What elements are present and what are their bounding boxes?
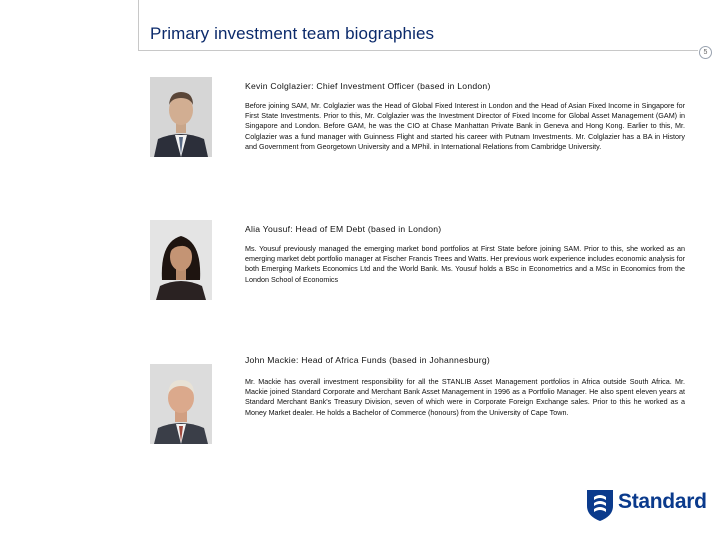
page-title: Primary investment team biographies (150, 24, 435, 43)
page-number: 5 (699, 46, 712, 59)
bio-kevin-colglazier: Before joining SAM, Mr. Colglazier was the Head of Global Fixed Interest in London and the Head of Asian Fixed Income in Singapore for First State Investments. Prior to this, Mr. Colglazier was the Investment Director of Fixed Income for Global Asset Management (GAM) in Singapore and London. Before GAM, he was the CIO at Chase Manhattan Private Bank in Geneva and Hong Kong. Earlier to this, Mr. Colglazier was a fund manager with Guinness Flight and started his career with Putnam Investments. Mr. Colglazier has a BA in History and Government from Georgetown University and a MPhil. in International Relations from Cambridge University. (245, 101, 685, 151)
bio-john-mackie: Mr. Mackie has overall investment responsibility for all the STANLIB Asset Management portfolios in Africa outside South Africa. Mr. Mackie joined Standard Corporate and Merchant Bank Asset Management in 1996 as a Portfolio Manager. He also spent eleven years at Standard Merchant Bank's Treasury Division, seven of which were in Corporate Foreign Exchange sales. Prior to this he worked as a Money Market dealer. He holds a Bachelor of Commerce (honours) from the University of Cape Town. (245, 377, 685, 417)
logo-wordmark: Standard (618, 490, 707, 513)
header-divider-horizontal (138, 50, 698, 51)
header-divider-vertical (138, 0, 139, 50)
person-name-kevin-colglazier: Kevin Colglazier: Chief Investment Officer (based in London) (245, 81, 491, 91)
portrait-photo-alia-yousuf (150, 220, 212, 300)
person-name-john-mackie: John Mackie: Head of Africa Funds (based in Johannesburg) (245, 355, 490, 365)
person-name-alia-yousuf: Alia Yousuf: Head of EM Debt (based in London) (245, 224, 442, 234)
bio-alia-yousuf: Ms. Yousuf previously managed the emerging market bond portfolios at First State before joining SAM. Prior to this, she worked as an emerging market debt portfolio manager at Fischer Francis Trees and Watts. Her previous work experience includes economic analysis for both Emerging Markets Economics Ltd and the World Bank. Ms. Yousuf holds a BSc in Econometrics and a MSc in Economics from the London School of Economics (245, 244, 685, 284)
portrait-photo-kevin-colglazier (150, 77, 212, 157)
shield-icon (585, 488, 615, 522)
standard-bank-logo (585, 488, 715, 522)
portrait-photo-john-mackie (150, 364, 212, 444)
